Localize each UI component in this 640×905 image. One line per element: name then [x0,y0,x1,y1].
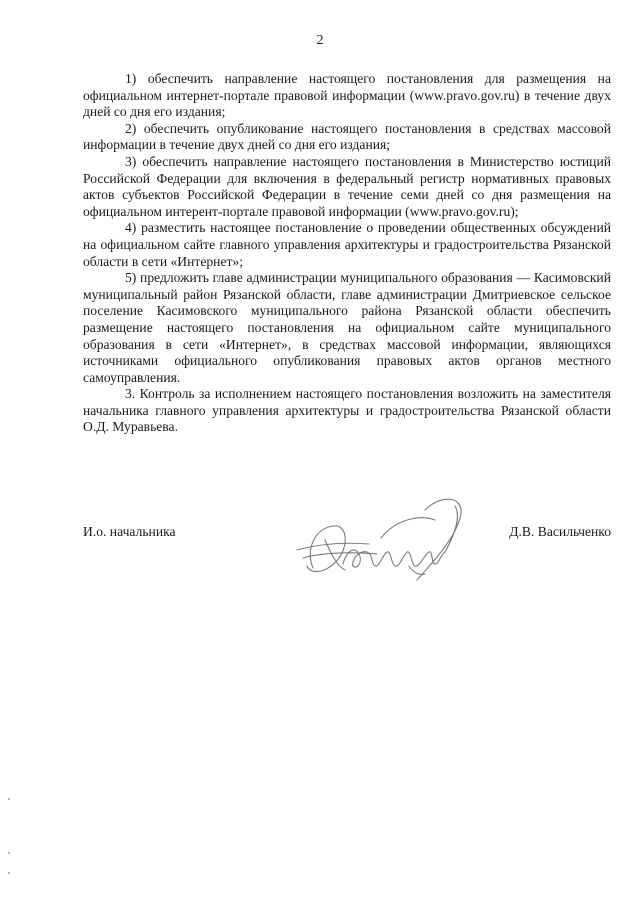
paragraph-item-1: 1) обеспечить направление настоящего постановления для размещения на официальном интернет-портале правовой информации (www.pravo.gov.ru) в течение двух дней со дня его издания; [83,71,611,120]
signer-title: И.о. начальника [83,524,176,539]
paragraph-item-2: 2) обеспечить опубликование настоящего постановления в средствах массовой информации в течение двух дней со дня его издания; [83,120,611,153]
signer-name: Д.В. Васильченко [509,524,611,539]
paragraph-control: 3. Контроль за исполнением настоящего постановления возложить на заместителя начальника главного управления архитектуры и градостроительства Рязанской области О.Д. Муравьева. [83,386,611,435]
document-body [83,71,611,436]
scan-speck [8,798,10,800]
page-number: 2 [316,33,324,48]
handwritten-signature [285,480,475,600]
scan-speck [8,852,10,854]
scan-speck [8,872,10,874]
paragraph-item-4: 4) разместить настоящее постановление о проведении общественных обсуждений на официальном сайте главного управления архитектуры и градостроительства Рязанской области в сети «Интернет»; [83,220,611,269]
paragraph-item-5: 5) предложить главе администрации муниципального образования — Касимовский муниципальный район Рязанской области, главе администрации Дмитриевское сельское поселение Касимовского муниципального района Рязанской области обеспечить размещение настоящего постановления на официальном сайте муниципального образования в сети «Интернет», в средствах массовой информации, являющихся источниками официального опубликования правовых актов органов местного самоуправления. [83,270,611,385]
paragraph-item-3: 3) обеспечить направление настоящего постановления в Министерство юстиций Российской Федерации для включения в федеральный регистр нормативных правовых актов субъектов Российской Федерации в течение семи дней со дня размещения на официальном интерент-портале правовой информации (www.pravo.gov.ru); [83,153,611,219]
